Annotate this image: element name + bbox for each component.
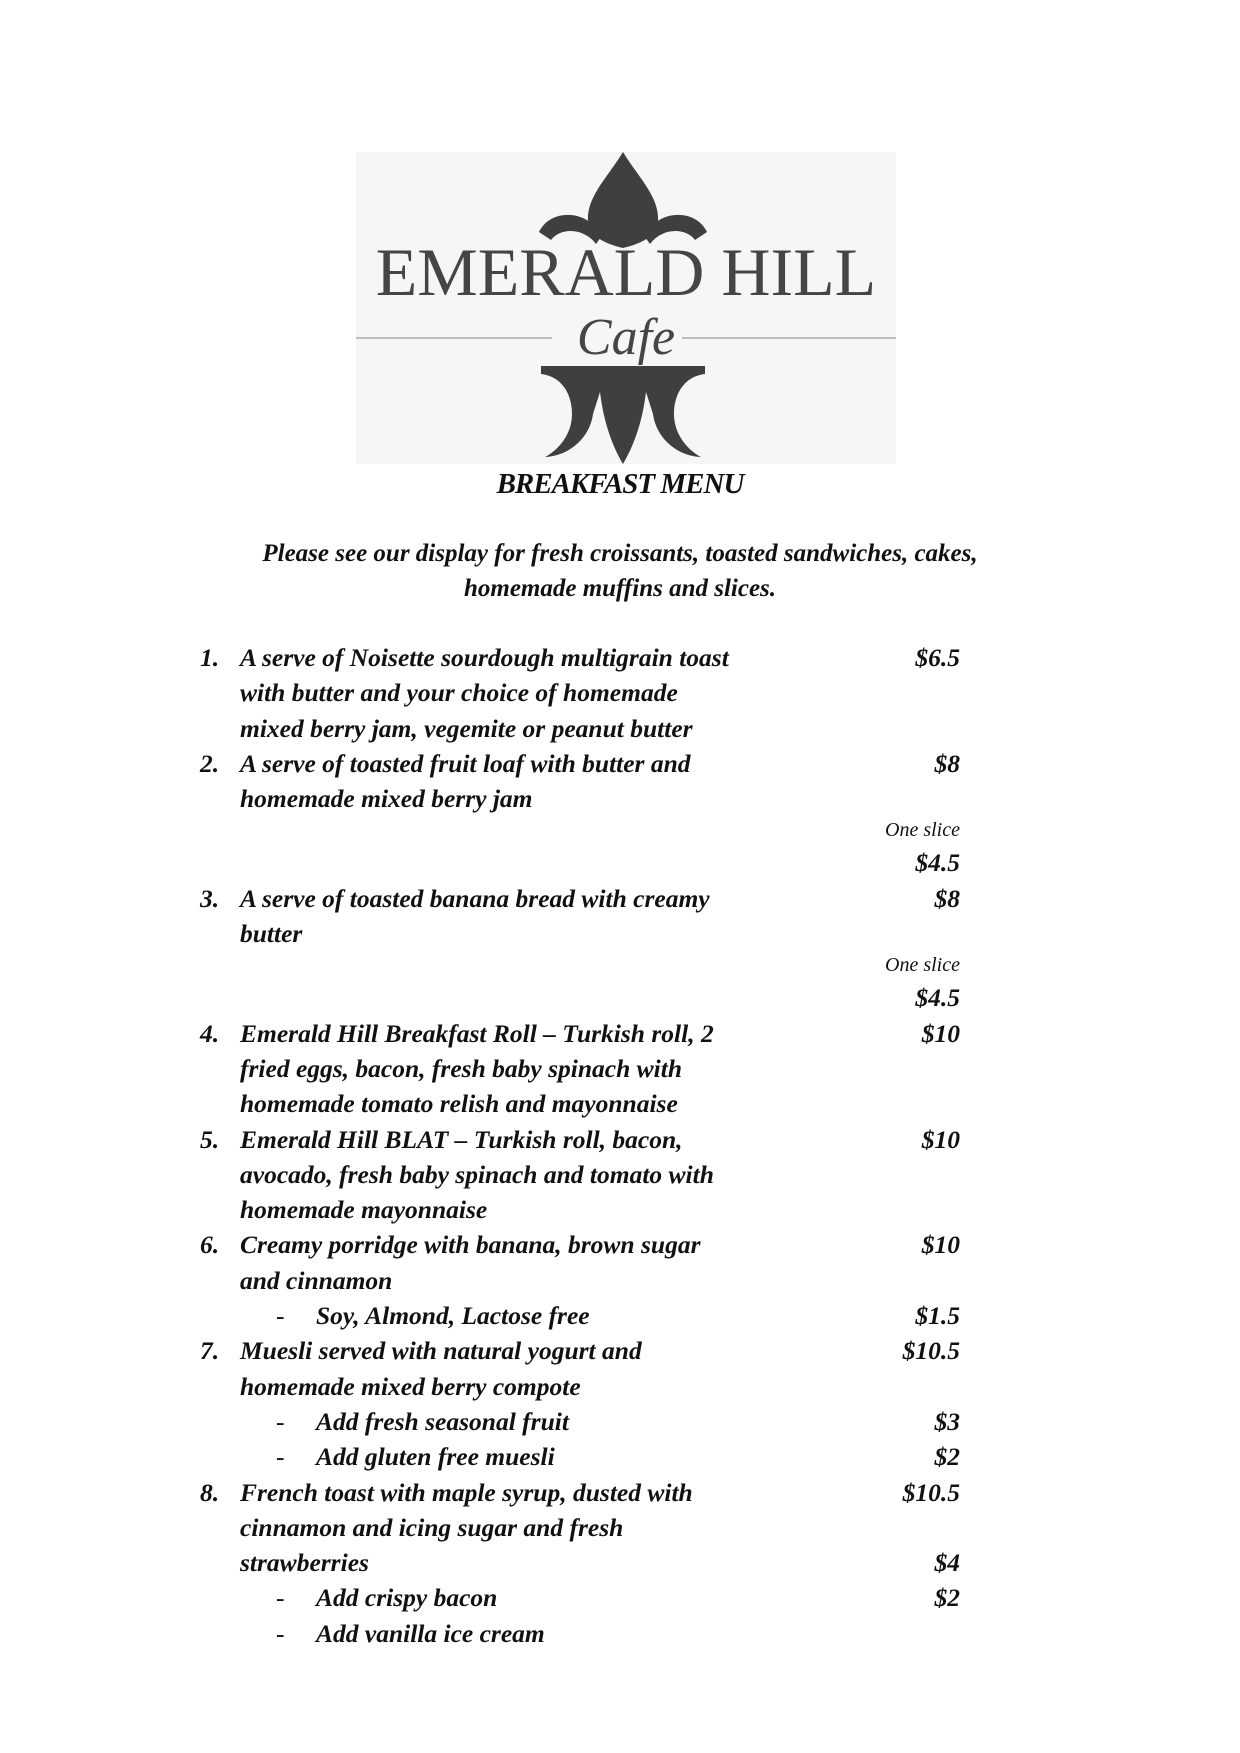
item-description: [240, 980, 810, 1015]
page-title: BREAKFAST MENU: [496, 468, 744, 500]
menu-item-line: [200, 1369, 960, 1404]
item-price: $10.5: [902, 1477, 960, 1507]
item-number: 2.: [200, 748, 220, 778]
indent: [200, 1263, 240, 1298]
menu-item: [200, 1475, 960, 1651]
item-description: A serve of toasted banana bread with creamy: [240, 883, 710, 913]
indent: [200, 781, 240, 816]
menu-item-line: [200, 1157, 960, 1192]
item-description: strawberries: [240, 1548, 369, 1578]
item-number: 5.: [200, 1124, 220, 1154]
indent: [200, 1157, 240, 1192]
menu-item: [200, 640, 960, 746]
intro-line: homemade muffins and slices.: [463, 575, 777, 602]
indent: [200, 1086, 240, 1121]
menu-item-line: [200, 1263, 960, 1298]
logo-name: EMERALD HILL: [375, 234, 877, 310]
menu-item-line: [200, 1475, 960, 1510]
item-price: $10: [921, 1124, 960, 1154]
item-description: Emerald Hill BLAT – Turkish roll, bacon,: [240, 1124, 683, 1154]
indent: [200, 711, 240, 746]
menu-item: [200, 881, 960, 1016]
item-price: $10.5: [902, 1336, 960, 1366]
item-description: butter: [240, 919, 303, 949]
item-price: $4.5: [915, 983, 960, 1013]
item-price: [810, 1510, 960, 1545]
item-price: $2: [934, 1442, 960, 1472]
item-description: avocado, fresh baby spinach and tomato with: [240, 1159, 714, 1189]
menu-item-lines: [200, 640, 960, 746]
indent: [200, 1439, 276, 1474]
item-price: [810, 675, 960, 710]
item-price: $10: [921, 1018, 960, 1048]
item-number: 8.: [200, 1477, 220, 1507]
menu-item-line: [200, 781, 960, 816]
price-note: One slice: [885, 819, 960, 842]
indent: [200, 1192, 240, 1227]
item-price: $4.5: [915, 848, 960, 878]
menu-item-line: [200, 1122, 960, 1157]
menu-addon: [200, 1580, 960, 1615]
indent: [200, 1369, 240, 1404]
item-description: cinnamon and icing sugar and fresh: [240, 1512, 624, 1542]
menu-addon: [200, 1616, 960, 1651]
item-price: $1.5: [915, 1301, 960, 1331]
menu-addon: [200, 1439, 960, 1474]
menu-item-line: [200, 1227, 960, 1262]
addon-name: Add vanilla ice cream: [316, 1618, 545, 1648]
bullet-dash: -: [276, 1442, 285, 1472]
menu-item-line: [200, 980, 960, 1015]
menu-item-line: [200, 640, 960, 675]
indent: [200, 1616, 276, 1651]
item-price: $10: [921, 1230, 960, 1260]
menu-list: [200, 640, 960, 1651]
item-price: [810, 1192, 960, 1227]
menu-item-line: [200, 845, 960, 880]
indent: [200, 1510, 240, 1545]
menu-item-line: [200, 1510, 960, 1545]
item-description: mixed berry jam, vegemite or peanut butter: [240, 713, 693, 743]
menu-item-lines: [200, 1122, 960, 1228]
item-price: $8: [934, 748, 960, 778]
menu-addon: [200, 1298, 960, 1333]
item-description: Creamy porridge with banana, brown sugar: [240, 1230, 701, 1260]
item-price: $2: [934, 1583, 960, 1613]
indent: [200, 1298, 276, 1333]
menu-item-line: [200, 881, 960, 916]
indent: [200, 1051, 240, 1086]
cafe-logo: [356, 152, 896, 464]
menu-item-line: [200, 1016, 960, 1051]
menu-item: [200, 1333, 960, 1474]
item-price: $4: [934, 1548, 960, 1578]
intro-text: [180, 536, 1060, 606]
menu-item-line: [200, 746, 960, 781]
item-price: [810, 1157, 960, 1192]
menu-item-lines: [200, 1016, 960, 1122]
menu-item-lines: [200, 1333, 960, 1474]
item-description: fried eggs, bacon, fresh baby spinach with: [240, 1053, 683, 1083]
item-price: [810, 1086, 960, 1121]
menu-item: [200, 1016, 960, 1122]
item-price: [810, 1369, 960, 1404]
item-number: 3.: [200, 883, 220, 913]
menu-item-line: [200, 1051, 960, 1086]
item-description: homemade mixed berry jam: [240, 784, 533, 814]
addon-name: Soy, Almond, Lactose free: [316, 1301, 590, 1331]
indent: [200, 845, 240, 880]
menu-addon: [200, 1404, 960, 1439]
menu-item: [200, 746, 960, 881]
item-price: $6.5: [915, 643, 960, 672]
menu-item: [200, 1227, 960, 1333]
item-price: [810, 711, 960, 746]
item-number: 4.: [200, 1018, 220, 1048]
menu-item-line: [200, 711, 960, 746]
menu-item-line: [200, 1086, 960, 1121]
item-price: [810, 1616, 960, 1651]
menu-item-line: [200, 1192, 960, 1227]
addon-name: Add gluten free muesli: [316, 1442, 555, 1472]
indent: [200, 980, 240, 1015]
item-price: [810, 1051, 960, 1086]
indent: [200, 1404, 276, 1439]
item-description: Emerald Hill Breakfast Roll – Turkish roll, 2: [240, 1018, 714, 1048]
item-description: homemade mixed berry compote: [240, 1371, 581, 1401]
item-description: [240, 845, 810, 880]
item-description: homemade mayonnaise: [240, 1195, 488, 1225]
item-number: 7.: [200, 1336, 220, 1366]
item-price: [810, 916, 960, 951]
item-price: [810, 781, 960, 816]
menu-item-line: [200, 1333, 960, 1368]
menu-item-lines: [200, 881, 960, 1016]
item-description: French toast with maple syrup, dusted with: [240, 1477, 693, 1507]
item-price: $8: [934, 883, 960, 913]
bullet-dash: -: [276, 1618, 285, 1648]
item-number: 6.: [200, 1230, 220, 1260]
indent: [200, 1580, 276, 1615]
indent: [200, 675, 240, 710]
indent: [200, 916, 240, 951]
logo-subtitle: Cafe: [576, 309, 676, 366]
indent: [200, 1545, 240, 1580]
item-description: Muesli served with natural yogurt and: [240, 1336, 642, 1366]
addon-name: Add crispy bacon: [316, 1583, 498, 1613]
menu-item-lines: [200, 1227, 960, 1333]
price-note: One slice: [885, 954, 960, 977]
item-price: [810, 1263, 960, 1298]
addon-name: Add fresh seasonal fruit: [316, 1406, 569, 1436]
item-description: with butter and your choice of homemade: [240, 678, 678, 708]
menu-item: [200, 1122, 960, 1228]
bullet-dash: -: [276, 1301, 285, 1331]
menu-item-line: [200, 675, 960, 710]
item-description: A serve of toasted fruit loaf with butter and: [240, 748, 691, 778]
item-description: and cinnamon: [240, 1265, 393, 1295]
menu-item-lines: [200, 746, 960, 881]
menu-item-line: [200, 1545, 960, 1580]
bullet-dash: -: [276, 1406, 285, 1436]
bullet-dash: -: [276, 1583, 285, 1613]
item-price: $3: [934, 1406, 960, 1436]
item-number: 1.: [200, 643, 220, 672]
item-description: A serve of Noisette sourdough multigrain toast: [240, 643, 729, 672]
item-description: homemade tomato relish and mayonnaise: [240, 1089, 678, 1119]
intro-line: Please see our display for fresh croissants, toasted sandwiches, cakes,: [262, 540, 978, 567]
menu-item-line: [200, 916, 960, 951]
menu-item-lines: [200, 1475, 960, 1651]
